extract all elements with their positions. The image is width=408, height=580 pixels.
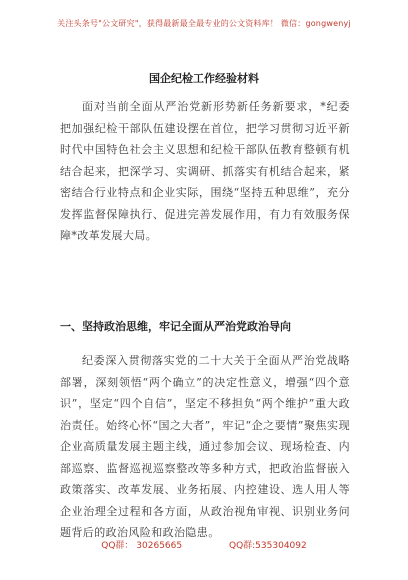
body-paragraph-section-1: 纪委深入贯彻落实党的二十大关于全面从严治党战略部署，深刻领悟“两个确立”的决定性意义，增强“四个意识”，坚定“四个自信”，坚定不移担负“两个维护”重大政治责任。始终心怀“国之大者”，牢记“企之要情”聚焦实现企业高质量发展主题主线，通过参加会议、现场检查、内部巡察、监督巡视巡察整改等多种方式，把政治监督嵌入政策落实、改革发展、业务拓展、内控建设、选人用人等企业治理全过程和各方面，从政治视角审视、识别业务问题背后的政治风险和政治隐患。: [60, 354, 350, 539]
page-header-banner: 关注头条号"公文研究"，获得最新最全最专业的公文资料库！ 微信：gongwenyj: [57, 19, 351, 28]
footer-qq-group-1: QQ群： 30265665: [101, 541, 183, 551]
footer-qq-group-2: QQ群:535304092: [228, 541, 307, 551]
body-paragraph-intro: 面对当前全面从严治党新形势新任务新要求，*纪委把加强纪检干部队伍建设摆在首位，把学习贯彻习近平新时代中国特色社会主义思想和纪检干部队伍教育整顿有机结合起来，把深学习、实调研、抓落实有机结合起来，紧密结合行业特点和企业实际，围绕“坚持五种思维”，充分发挥监督保障执行、促进完善发展作用，有力有效服务保障*改革发展大局。: [60, 100, 350, 242]
section-heading-1: 一、坚持政治思维，牢记全面从严治党政治导向: [60, 320, 291, 333]
document-title: 国企纪检工作经验材料: [149, 72, 259, 85]
page-footer: [0, 538, 408, 551]
